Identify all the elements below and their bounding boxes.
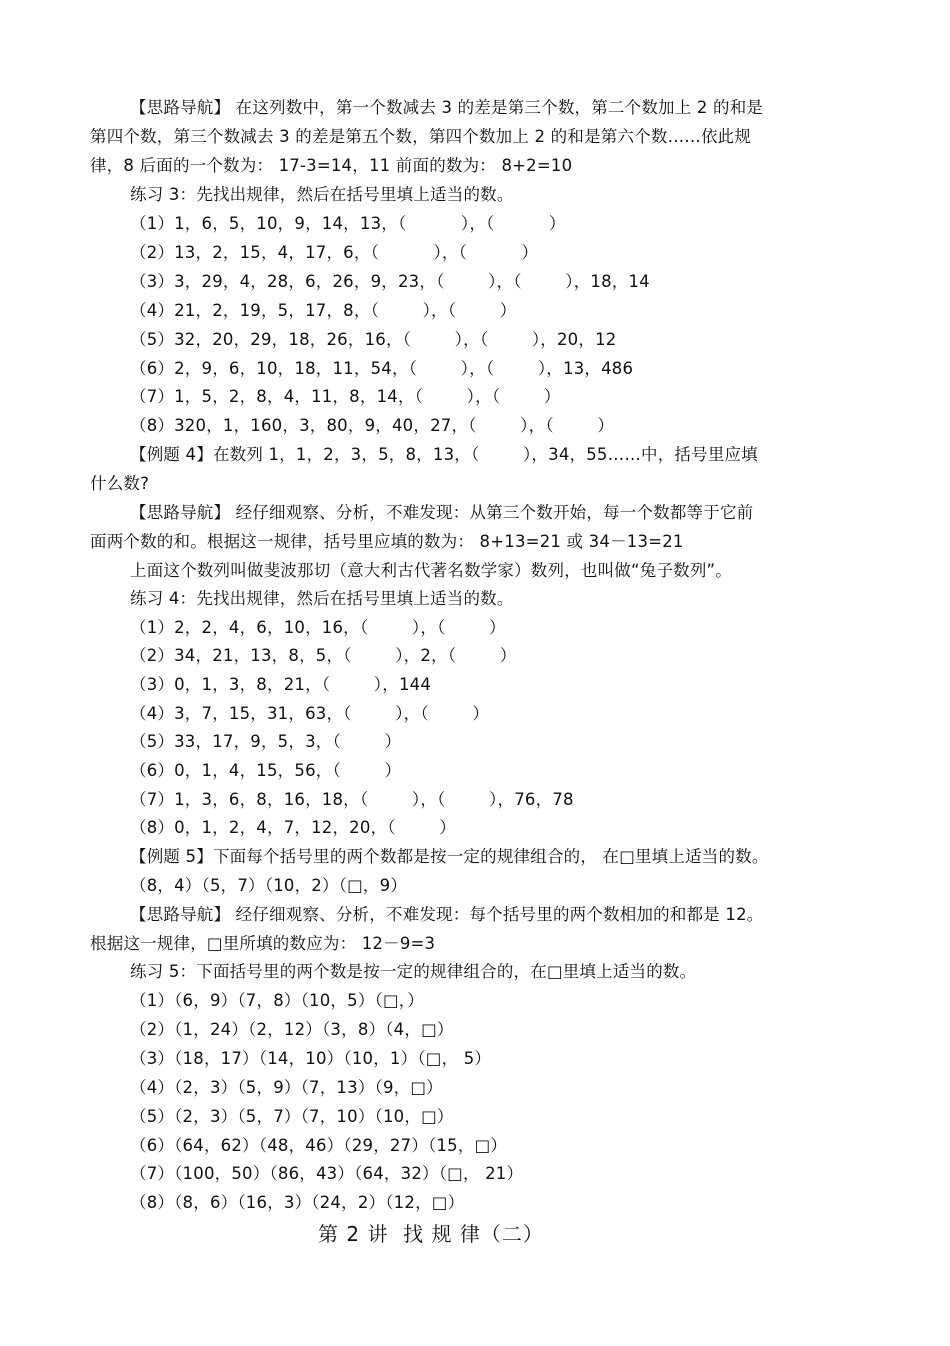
text-line: （8）320，1，160，3，80，9，40，27，（ ），（ ）	[130, 416, 615, 435]
text-line: （4）（2，3）（5，9）（7，13）（9，□）	[130, 1078, 443, 1097]
text-line: （8）（8，6）（16，3）（24，2）（12，□）	[130, 1193, 465, 1212]
text-line: 【例题 4】在数列 1，1，2，3，5，8，13，（ ），34，55……中，括号里应填	[130, 445, 758, 464]
text-line: 面两个数的和。根据这一规律，括号里应填的数为： 8+13=21 或 34－13=21	[90, 532, 684, 551]
text-line: 什么数?	[90, 474, 150, 493]
text-line: （4）21，2，19，5，17，8，（ ），（ ）	[130, 301, 517, 320]
text-line: （7）1，5，2，8，4，11，8，14，（ ），（ ）	[130, 387, 561, 406]
text-line: （3）3，29，4，28，6，26，9，23，（ ），（ ），18，14	[130, 272, 650, 291]
text-line: （3）（18，17）（14，10）（10，1）（□， 5）	[130, 1049, 492, 1068]
text-line: （4）3，7，15，31，63，（ ），（ ）	[130, 704, 490, 723]
text-line: （6）（64，62）（48，46）（29，27）（15，□）	[130, 1136, 508, 1155]
text-line: （1）2，2，4，6，10，16，（ ），（ ）	[130, 618, 506, 637]
text-line: 根据这一规律，□里所填的数应为： 12－9=3	[90, 934, 436, 953]
text-line: 【思路导航】 经仔细观察、分析，不难发现：每个括号里的两个数相加的和都是 12。	[130, 905, 764, 924]
text-line: （3）0，1，3，8，21，（ ），144	[130, 675, 432, 694]
text-line: 练习 4：先找出规律，然后在括号里填上适当的数。	[130, 589, 514, 608]
text-line: （2）34，21，13，8，5，（ ），2，（ ）	[130, 646, 517, 665]
text-line: （8）0，1，2，4，7，12，20，（ ）	[130, 818, 456, 837]
text-line: （2）13，2，15，4，17，6，（ ），（ ）	[130, 243, 539, 262]
text-line: 【思路导航】 在这列数中，第一个数减去 3 的差是第三个数，第二个数加上 2 的和是	[130, 98, 764, 117]
text-line: 律，8 后面的一个数为： 17-3=14，11 前面的数为： 8+2=10	[90, 156, 573, 175]
text-line: （7）（100，50）（86，43）（64，32）（□， 21）	[130, 1164, 524, 1183]
text-line: （6）0，1，4，15，56，（ ）	[130, 761, 402, 780]
text-line: 练习 3：先找出规律，然后在括号里填上适当的数。	[130, 185, 514, 204]
text-line: 练习 5：下面括号里的两个数是按一定的规律组合的，在□里填上适当的数。	[130, 962, 697, 981]
text-line: （1）（6，9）（7，8）（10，5）（□，）	[130, 991, 424, 1010]
text-line: （2）（1，24）（2，12）（3，8）（4，□）	[130, 1020, 454, 1039]
text-line: （5）32，20，29，18，26，16，（ ），（ ），20，12	[130, 330, 617, 349]
lecture-title: 第 2 讲 找 规 律（二）	[318, 1222, 544, 1246]
text-line: （5）33，17，9，5，3，（ ）	[130, 732, 402, 751]
text-line: （1）1，6，5，10，9，14，13，（ ），（ ）	[130, 214, 566, 233]
text-line: 上面这个数列叫做斐波那切（意大利古代著名数学家）数列，也叫做“兔子数列”。	[130, 561, 732, 580]
text-line: 【思路导航】 经仔细观察、分析，不难发现：从第三个数开始，每一个数都等于它前	[130, 503, 754, 522]
text-line: （5）（2，3）（5，7）（7，10）（10，□）	[130, 1107, 454, 1126]
text-line: （6）2，9，6，10，18，11，54，（ ），（ ），13，486	[130, 359, 634, 378]
text-line: 【例题 5】下面每个括号里的两个数都是按一定的规律组合的， 在□里填上适当的数。	[130, 847, 769, 866]
text-line: 第四个数，第三个数减去 3 的差是第五个数，第四个数加上 2 的和是第六个数……依此规	[90, 127, 752, 146]
text-line: （7）1，3，6，8，16，18，（ ），（ ），76，78	[130, 790, 574, 809]
text-line: （8，4）（5，7）（10，2）（□，9）	[130, 876, 408, 895]
